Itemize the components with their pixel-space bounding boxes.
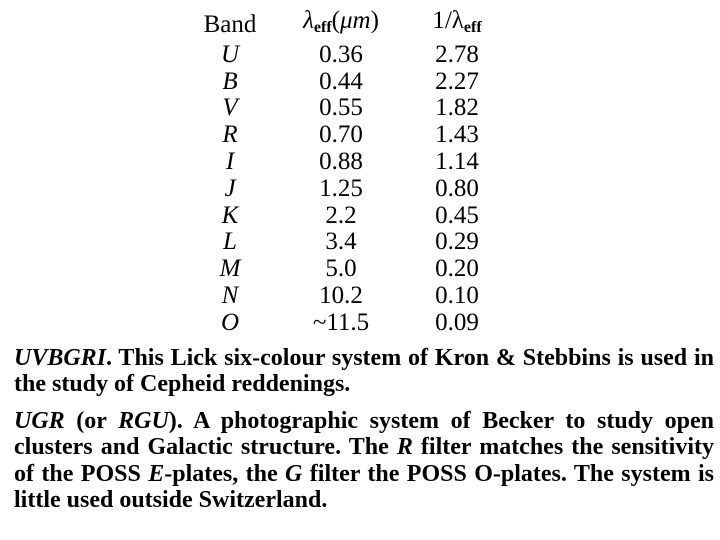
uvbgri-system-name: UVBGRI — [14, 345, 107, 371]
uvbgri-description: . This Lick six-colour system of Kron & Stebbins is used in the study of Cepheid reddenings. — [14, 345, 714, 398]
lambda-eff-cell: 0.36 — [319, 40, 363, 68]
table-row — [180, 203, 512, 230]
band-cell: L — [223, 228, 237, 256]
band-cell: I — [225, 147, 235, 175]
table-row — [180, 69, 512, 96]
band-cell: M — [219, 255, 241, 283]
filter-g: G — [285, 460, 303, 487]
band-cell: J — [224, 174, 236, 202]
lambda-eff-cell: 0.70 — [319, 121, 363, 149]
inverse-lambda-cell: 0.20 — [435, 255, 479, 283]
inverse-lambda-cell: 2.27 — [435, 67, 479, 95]
band-cell: O — [220, 308, 240, 336]
table-row — [180, 283, 512, 310]
inverse-lambda-cell: 1.43 — [435, 121, 479, 149]
inverse-lambda-cell: 0.09 — [435, 308, 479, 336]
band-cell: N — [221, 281, 239, 309]
filter-r: R — [396, 434, 413, 461]
inverse-lambda-cell: 2.78 — [435, 40, 479, 68]
lambda-eff-cell: 0.44 — [319, 67, 363, 95]
photometric-band-table — [180, 8, 512, 337]
table-row — [180, 42, 512, 69]
table-header-row — [180, 8, 512, 42]
lambda-eff-cell: 2.2 — [325, 201, 357, 229]
rgu-alt-name: RGU — [118, 408, 169, 434]
table-row — [180, 256, 512, 283]
lambda-eff-cell: 0.55 — [319, 94, 363, 122]
header-inverse-lambda: $1/\lambda_{eff}$ — [432, 7, 482, 36]
ugr-paragraph: UGR (or RGU). A photographic system of Becker to study open clusters and Galactic structure. The R filter matches the sensitivity of the POSS E-plates, the G filter the POSS O-plates. The system is little used outside Switzerland. — [14, 408, 714, 514]
lambda-eff-cell: 5.0 — [325, 255, 357, 283]
lambda-eff-cell: 3.4 — [325, 228, 357, 256]
band-cell: B — [222, 67, 238, 95]
table-row — [180, 95, 512, 122]
band-cell: V — [222, 94, 238, 122]
lambda-eff-cell: ~11.5 — [312, 308, 370, 336]
inverse-lambda-cell: 0.80 — [435, 174, 479, 202]
lambda-eff-cell: 1.25 — [319, 174, 363, 202]
table-body — [180, 42, 512, 337]
band-cell: K — [221, 201, 239, 229]
ugr-system-name: UGR — [14, 408, 65, 434]
table-row — [180, 229, 512, 256]
inverse-lambda-cell: 0.10 — [435, 281, 479, 309]
inverse-lambda-cell: 1.82 — [435, 94, 479, 122]
table-row — [180, 176, 512, 203]
header-band: Band — [203, 10, 257, 38]
inverse-lambda-cell: 1.14 — [435, 147, 479, 175]
table-row — [180, 122, 512, 149]
header-lambda-eff: $\lambda_{eff}(\mu m)$ — [303, 7, 379, 36]
table-row — [180, 149, 512, 176]
uvbgri-paragraph — [14, 345, 714, 398]
lambda-eff-cell: 0.88 — [319, 147, 363, 175]
lambda-eff-cell: 10.2 — [319, 281, 363, 309]
band-cell: U — [220, 40, 240, 68]
band-cell: R — [222, 121, 238, 149]
inverse-lambda-cell: 0.29 — [435, 228, 479, 256]
plate-e: E — [148, 460, 165, 487]
inverse-lambda-cell: 0.45 — [435, 201, 479, 229]
table-row — [180, 310, 512, 337]
